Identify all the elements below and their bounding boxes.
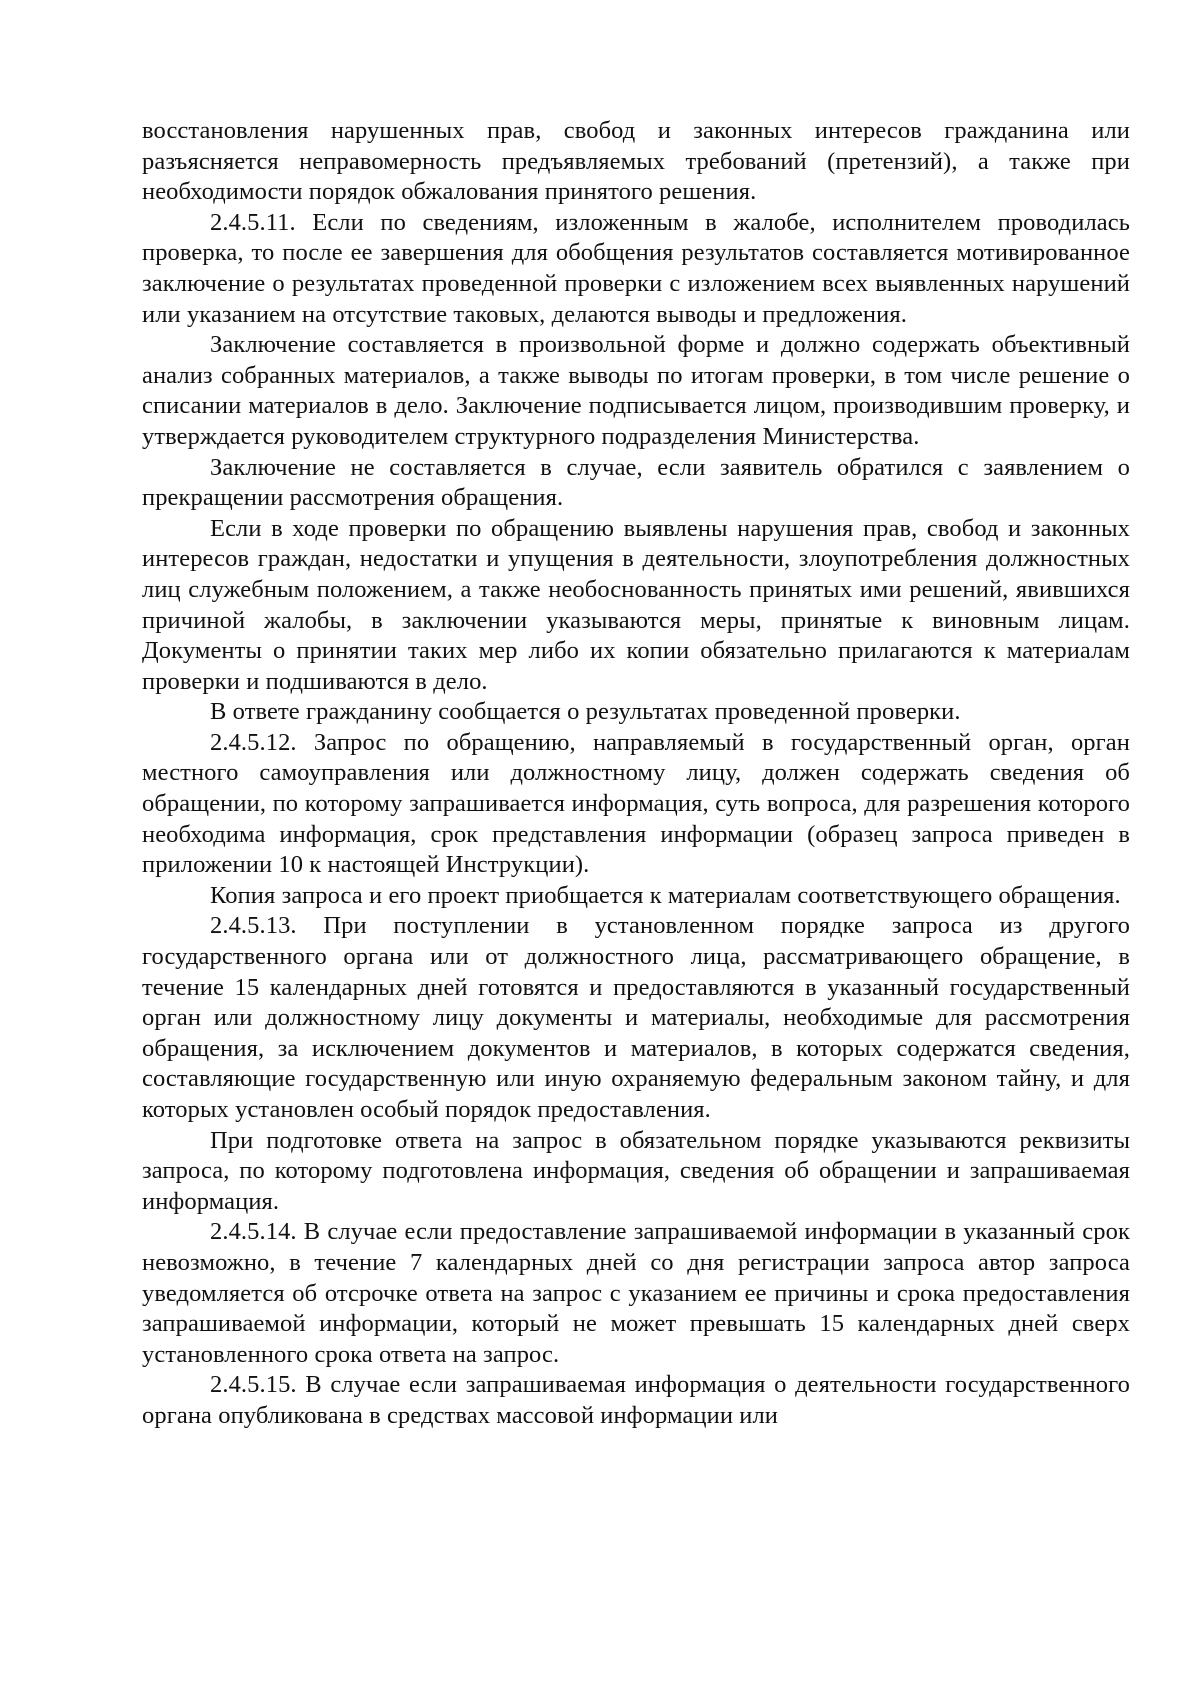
paragraph-2-4-5-13: 2.4.5.13. При поступлении в установленном порядке запроса из другого государственного органа или от должностного лица, рассматривающего обращение, в течение 15 календарных дней готовятся и предоставляются в указанный государственный орган или должностному лицу документы и материалы, необходимые для рассмотрения обращения, за исключением документов и материалов, в которых содержатся сведения, составляющие государственную или иную охраняемую федеральным законом тайну, и для которых установлен особый порядок предоставления. bbox=[142, 912, 1130, 1123]
paragraph-conclusion-not-drawn: Заключение не составляется в случае, если заявитель обратился с заявлением о прекращении рассмотрения обращения. bbox=[142, 453, 1130, 512]
paragraph-conclusion-form: Заключение составляется в произвольной форме и должно содержать объективный анализ собранных материалов, а также выводы по итогам проверки, в том числе решение о списании материалов в дело. Заключение подписывается лицом, производившим проверку, и утверждается руководителем структурного подразделения Министерства. bbox=[142, 331, 1130, 450]
paragraph-2-4-5-12: 2.4.5.12. Запрос по обращению, направляемый в государственный орган, орган местного самоуправления или должностному лицу, должен содержать сведения об обращении, по которому запрашивается информация, суть вопроса, для разрешения которого необходима информация, срок представления информации (образец запроса приведен в приложении 10 к настоящей Инструкции). bbox=[142, 728, 1130, 879]
paragraph-request-copy: Копия запроса и его проект приобщается к материалам соответствующего обращения. bbox=[210, 881, 1121, 909]
paragraph-continuation: восстановления нарушенных прав, свобод и законных интересов гражданина или разъясняется неправомерность предъявляемых требований (претензий), а также при необходимости порядок обжалования принятого решения. bbox=[142, 117, 1130, 206]
document-body bbox=[142, 116, 1130, 1432]
paragraph-answer-to-citizen: В ответе гражданину сообщается о результатах проведенной проверки. bbox=[210, 698, 961, 726]
paragraph-2-4-5-15: 2.4.5.15. В случае если запрашиваемая информация о деятельности государственного органа опубликована в средствах массовой информации или bbox=[142, 1371, 1130, 1429]
paragraph-answer-preparation: При подготовке ответа на запрос в обязательном порядке указываются реквизиты запроса, по которому подготовлена информация, сведения об обращении и запрашиваемая информация. bbox=[142, 1126, 1130, 1215]
paragraph-violations-found: Если в ходе проверки по обращению выявлены нарушения прав, свобод и законных интересов граждан, недостатки и упущения в деятельности, злоупотребления должностных лиц служебным положением, а также необоснованность принятых ими решений, явившихся причиной жалобы, в заключении указываются меры, принятые к виновным лицам. Документы о принятии таких мер либо их копии обязательно прилагаются к материалам проверки и подшиваются в дело. bbox=[142, 514, 1130, 695]
paragraph-2-4-5-14: 2.4.5.14. В случае если предоставление запрашиваемой информации в указанный срок невозможно, в течение 7 календарных дней со дня регистрации запроса автор запроса уведомляется об отсрочке ответа на запрос с указанием ее причины и срока предоставления запрашиваемой информации, который не может превышать 15 календарных дней сверх установленного срока ответа на запрос. bbox=[142, 1218, 1130, 1368]
paragraph-2-4-5-11: 2.4.5.11. Если по сведениям, изложенным в жалобе, исполнителем проводилась проверка, то после ее завершения для обобщения результатов составляется мотивированное заключение о результатах проведенной проверки с изложением всех выявленных нарушений или указанием на отсутствие таковых, делаются выводы и предложения. bbox=[142, 208, 1130, 328]
